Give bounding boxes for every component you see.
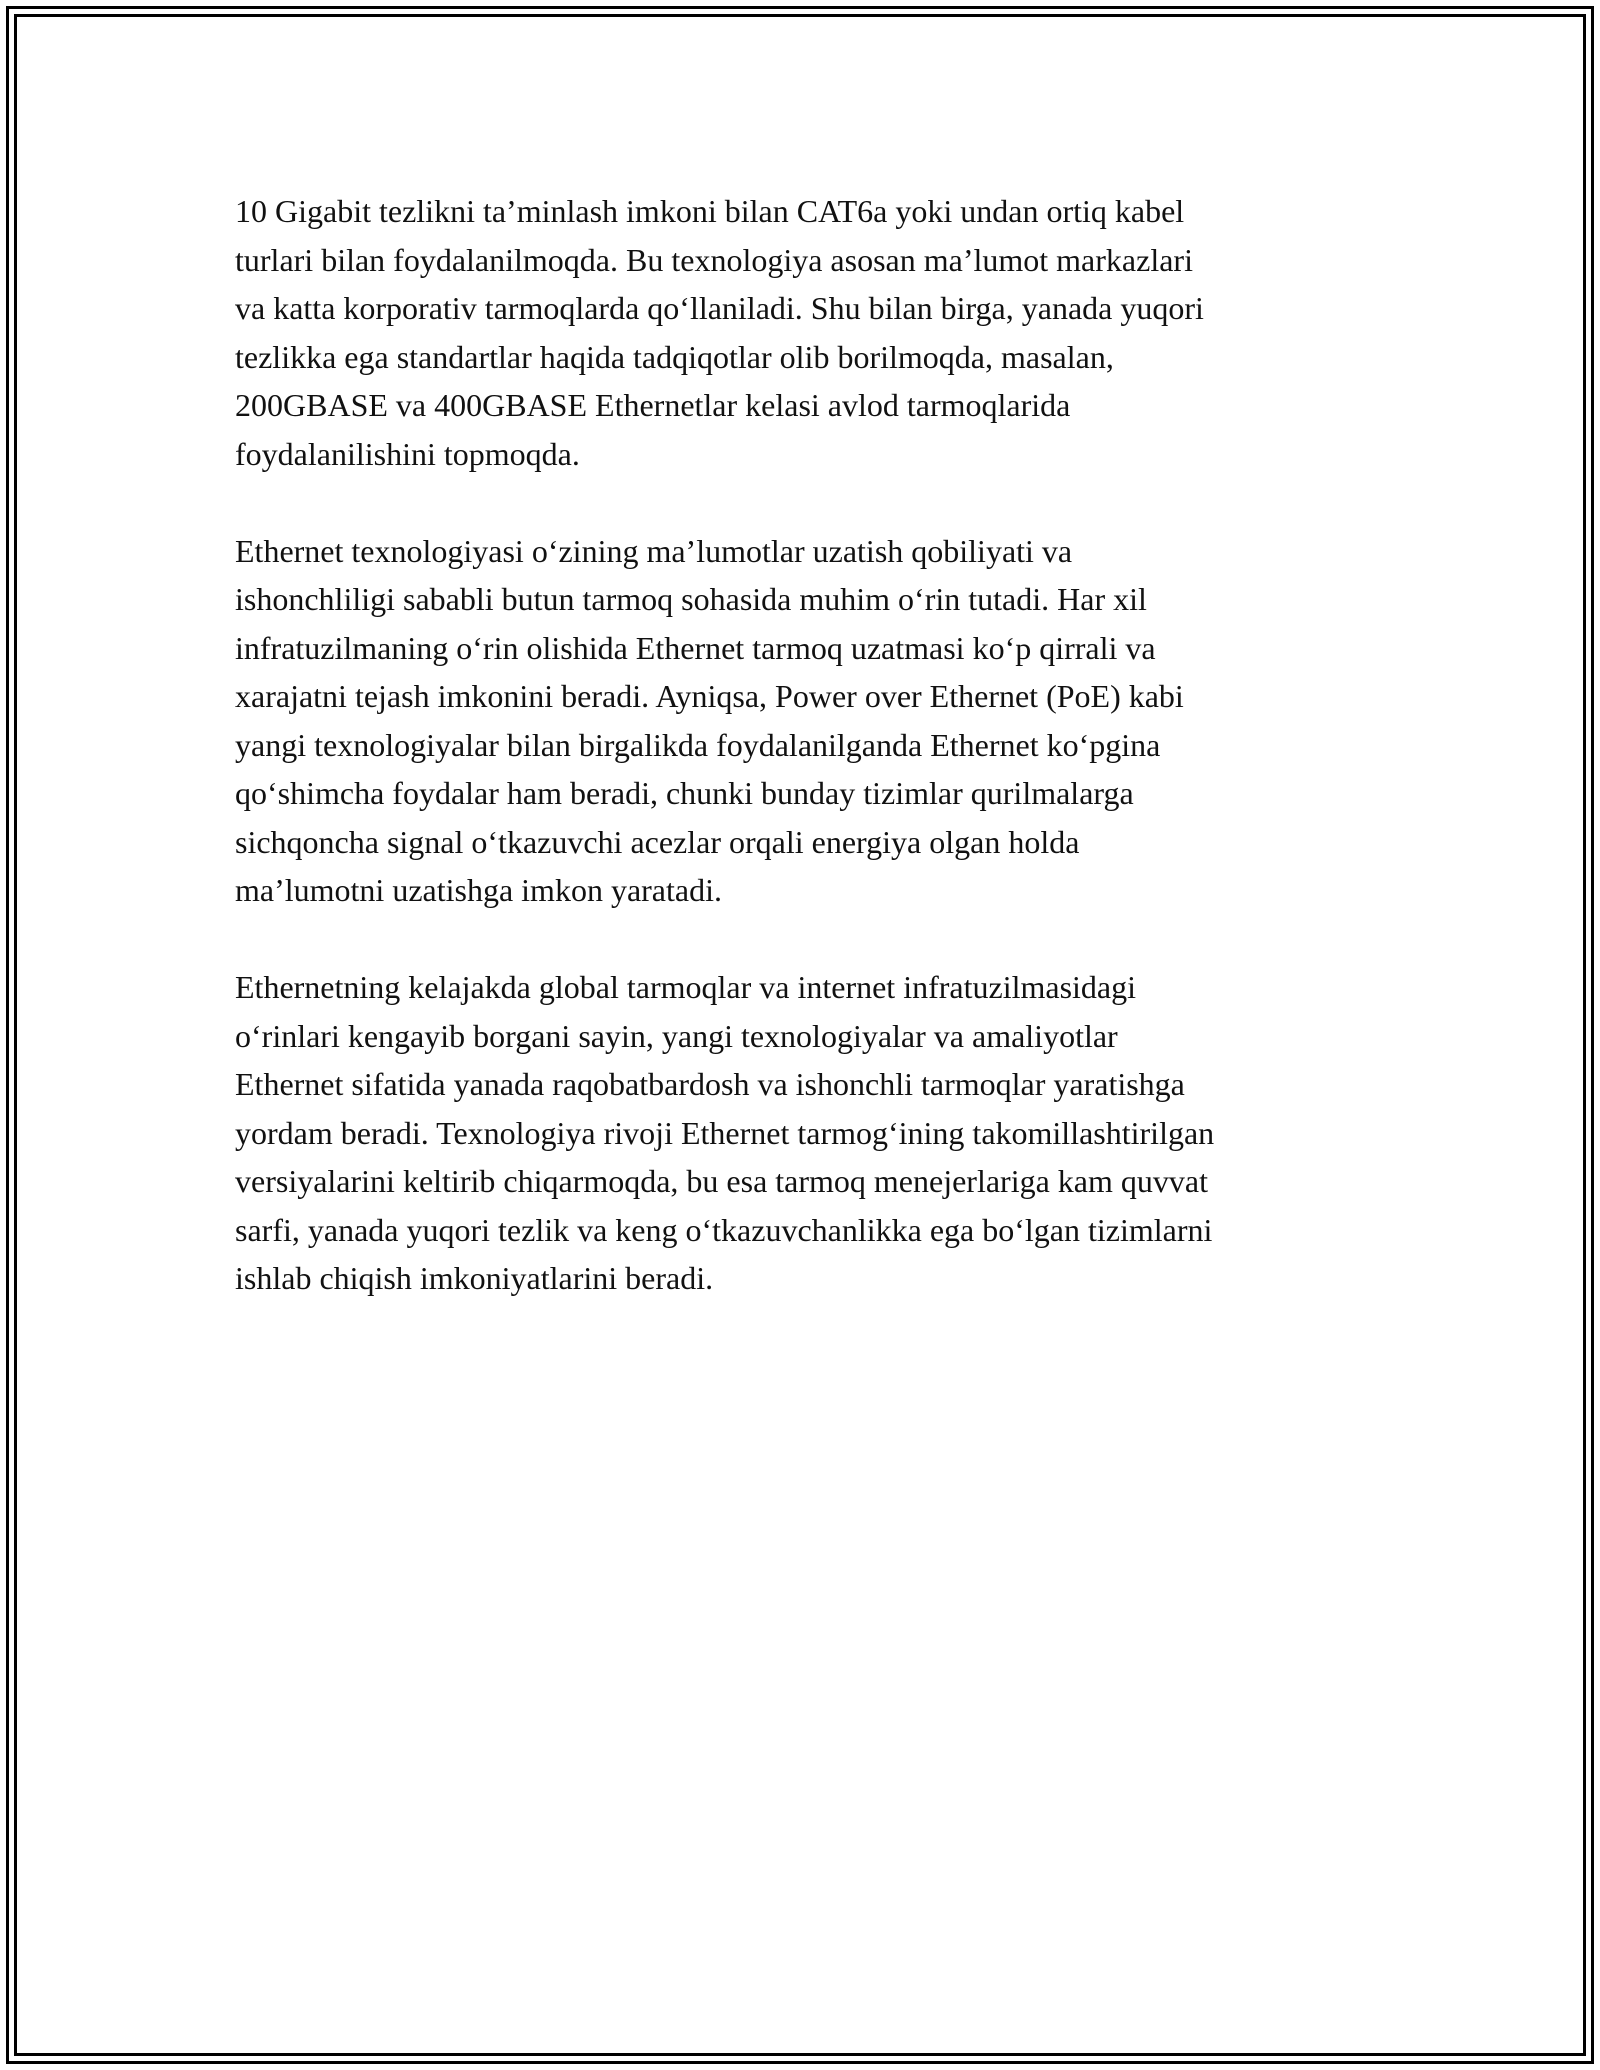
paragraph-line: 200GBASE va 400GBASE Ethernetlar kelasi avlod tarmoqlarida xyxy=(235,387,1071,423)
paragraph-3 xyxy=(235,963,1370,1303)
paragraph-line: tezlikka ega standartlar haqida tadqiqotlar olib borilmoqda, masalan, xyxy=(235,338,1114,375)
paragraph-line: 10 Gigabit tezlikni ta’minlash imkoni bilan CAT6a yoki undan ortiq kabel xyxy=(235,193,1185,229)
paragraph-line: foydalanilishini topmoqda. xyxy=(235,435,580,472)
paragraph-line: xarajatni tejash imkonini beradi. Ayniqsa, Power over Ethernet (PoE) kabi xyxy=(235,678,1184,714)
paragraph-line: va katta korporativ tarmoqlarda qo‘llaniladi. Shu bilan birga, yanada yuqori xyxy=(235,290,1204,326)
paragraph-line: versiyalarini keltirib chiqarmoqda, bu esa tarmoq menejerlariga kam quvvat xyxy=(235,1163,1208,1199)
paragraph-line: ishlab chiqish imkoniyatlarini beradi. xyxy=(235,1260,714,1296)
paragraph-line: yangi texnologiyalar bilan birgalikda foydalanilganda Ethernet ko‘pgina xyxy=(235,726,1161,763)
paragraph-line: turlari bilan foydalanilmoqda. Bu texnologiya asosan ma’lumot markazlari xyxy=(235,241,1193,278)
document-body xyxy=(235,187,1370,1351)
paragraph-1 xyxy=(235,187,1370,478)
paragraph-line: ishonchliligi sababli butun tarmoq sohasida muhim o‘rin tutadi. Har xil xyxy=(235,581,1147,617)
paragraph-line: yordam beradi. Texnologiya rivoji Ethernet tarmog‘ining takomillashtirilgan xyxy=(235,1114,1215,1151)
paragraph-line: infratuzilmaning o‘rin olishida Ethernet tarmoq uzatmasi ko‘p qirrali va xyxy=(235,629,1156,666)
paragraph-line: Ethernet texnologiyasi o‘zining ma’lumotlar uzatish qobiliyati va xyxy=(235,532,1073,569)
paragraph-line: Ethernet sifatida yanada raqobatbardosh va ishonchli tarmoqlar yaratishga xyxy=(235,1066,1185,1102)
paragraph-line: o‘rinlari kengayib borgani sayin, yangi texnologiyalar va amaliyotlar xyxy=(235,1017,1118,1054)
paragraph-line: sichqoncha signal o‘tkazuvchi acezlar orqali energiya olgan holda xyxy=(235,823,1080,860)
paragraph-line: qo‘shimcha foydalar ham beradi, chunki bunday tizimlar qurilmalarga xyxy=(235,775,1134,811)
paragraph-line: Ethernetning kelajakda global tarmoqlar va internet infratuzilmasidagi xyxy=(235,969,1136,1005)
paragraph-line: sarfi, yanada yuqori tezlik va keng o‘tkazuvchanlikka ega bo‘lgan tizimlarni xyxy=(235,1211,1213,1248)
paragraph-line: ma’lumotni uzatishga imkon yaratadi. xyxy=(235,872,722,908)
paragraph-2 xyxy=(235,527,1370,915)
